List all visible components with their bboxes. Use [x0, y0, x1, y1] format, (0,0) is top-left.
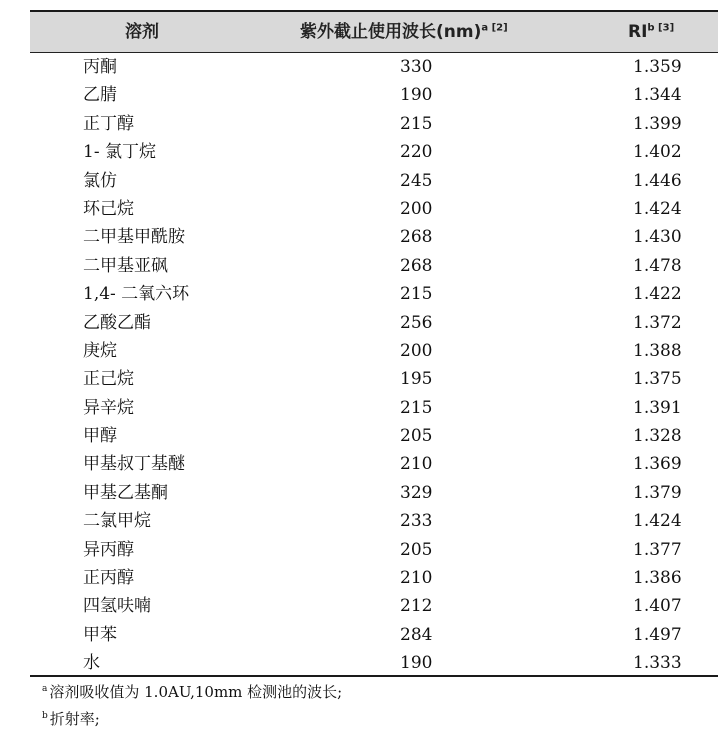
table-row	[30, 479, 718, 507]
refractive-index-cell: 1.478	[633, 255, 682, 276]
uv-cutoff-cell: 215	[400, 113, 433, 134]
uv-cutoff-cell: 212	[400, 596, 433, 617]
table-row	[30, 394, 718, 422]
header-ri: $RI^{b [3]}$	[628, 22, 675, 42]
table-row	[30, 280, 718, 308]
uv-cutoff-cell: 200	[400, 198, 433, 219]
solvent-cell: 正丁醇	[83, 113, 134, 134]
uv-cutoff-cell: 329	[400, 482, 433, 503]
solvent-cell: 甲苯	[83, 624, 117, 645]
uv-cutoff-cell: 215	[400, 284, 433, 305]
solvent-cell: 二甲基甲酰胺	[83, 227, 185, 248]
table-row	[30, 81, 718, 109]
solvent-cell: 四氢呋喃	[83, 596, 151, 617]
table-row	[30, 564, 718, 592]
table-row	[30, 507, 718, 535]
uv-cutoff-cell: 210	[400, 568, 433, 589]
table-row	[30, 138, 718, 166]
uv-cutoff-cell: 330	[400, 57, 433, 77]
header-uv-cutoff: 紫外截止使用波长(nm)$^{a [2]}$	[300, 22, 508, 42]
solvent-cell: 水	[83, 653, 100, 674]
header-ri-footnote-mark: b [3]	[647, 22, 675, 34]
refractive-index-cell: 1.407	[633, 596, 682, 617]
solvent-cell: 庚烷	[83, 340, 117, 361]
uv-cutoff-cell: 205	[400, 539, 433, 560]
table-row	[30, 110, 718, 138]
uv-cutoff-cell: 220	[400, 142, 433, 163]
table-row	[30, 365, 718, 393]
header-solvent: 溶剂	[125, 22, 159, 42]
solvent-cell: 正丙醇	[83, 568, 134, 589]
refractive-index-cell: 1.386	[633, 568, 682, 589]
refractive-index-cell: 1.391	[633, 397, 682, 418]
refractive-index-cell: 1.379	[633, 482, 682, 503]
table-row	[30, 536, 718, 564]
refractive-index-cell: 1.372	[633, 312, 682, 333]
uv-cutoff-cell: 284	[400, 624, 433, 645]
solvent-cell: 乙腈	[83, 85, 117, 106]
refractive-index-cell: 1.424	[633, 198, 682, 219]
uv-cutoff-cell: 190	[400, 85, 433, 106]
uv-cutoff-cell: 200	[400, 340, 433, 361]
table-row	[30, 309, 718, 337]
uv-cutoff-cell: 268	[400, 255, 433, 276]
refractive-index-cell: 1.430	[633, 227, 682, 248]
refractive-index-cell: 1.446	[633, 170, 682, 191]
table-bottom-rule	[30, 675, 718, 677]
refractive-index-cell: 1.402	[633, 142, 682, 163]
refractive-index-cell: 1.344	[633, 85, 682, 106]
header-uv-footnote-mark: a [2]	[481, 22, 508, 34]
refractive-index-cell: 1.375	[633, 369, 682, 390]
solvent-cell: 异丙醇	[83, 539, 134, 560]
solvent-cell: 氯仿	[83, 170, 117, 191]
table-row	[30, 195, 718, 223]
refractive-index-cell: 1.422	[633, 284, 682, 305]
uv-cutoff-cell: 268	[400, 227, 433, 248]
table-row	[30, 252, 718, 280]
uv-cutoff-cell: 215	[400, 397, 433, 418]
table-row	[30, 621, 718, 649]
refractive-index-cell: 1.359	[633, 57, 682, 77]
table-row	[30, 337, 718, 365]
solvent-cell: 正己烷	[83, 369, 134, 390]
uv-cutoff-cell: 245	[400, 170, 433, 191]
refractive-index-cell: 1.328	[633, 426, 682, 447]
table-row	[30, 592, 718, 620]
table-row	[30, 649, 718, 677]
solvent-cell: 甲基乙基酮	[83, 482, 168, 503]
table-row	[30, 167, 718, 195]
solvent-cell: 环己烷	[83, 198, 134, 219]
table-header	[30, 12, 718, 52]
refractive-index-cell: 1.497	[633, 624, 682, 645]
table-row	[30, 450, 718, 478]
refractive-index-cell: 1.333	[633, 653, 682, 674]
table-row	[30, 53, 718, 81]
footnote-b: $^b$ 折射率;	[42, 710, 100, 728]
uv-cutoff-cell: 210	[400, 454, 433, 475]
uv-cutoff-cell: 190	[400, 653, 433, 674]
uv-cutoff-cell: 256	[400, 312, 433, 333]
uv-cutoff-cell: 195	[400, 369, 433, 390]
refractive-index-cell: 1.369	[633, 454, 682, 475]
footnote-a: $^a$ 溶剂吸收值为 1.0AU,10mm 检测池的波长;	[42, 683, 343, 701]
table-body	[30, 53, 718, 678]
refractive-index-cell: 1.424	[633, 511, 682, 532]
solvent-cell: 丙酮	[83, 57, 117, 77]
table-row	[30, 422, 718, 450]
uv-cutoff-cell: 205	[400, 426, 433, 447]
solvent-cell: 二氯甲烷	[83, 511, 151, 532]
refractive-index-cell: 1.377	[633, 539, 682, 560]
uv-cutoff-cell: 233	[400, 511, 433, 532]
solvent-cell: 异辛烷	[83, 397, 134, 418]
refractive-index-cell: 1.399	[633, 113, 682, 134]
solvent-cell: 乙酸乙酯	[83, 312, 151, 333]
refractive-index-cell: 1.388	[633, 340, 682, 361]
solvent-cell: 1- 氯丁烷	[83, 142, 156, 163]
table-row	[30, 223, 718, 251]
solvent-cell: 甲醇	[83, 426, 117, 447]
solvent-cell: 甲基叔丁基醚	[83, 454, 185, 475]
solvent-cell: 二甲基亚砜	[83, 255, 168, 276]
solvent-cell: 1,4- 二氧六环	[83, 284, 190, 305]
